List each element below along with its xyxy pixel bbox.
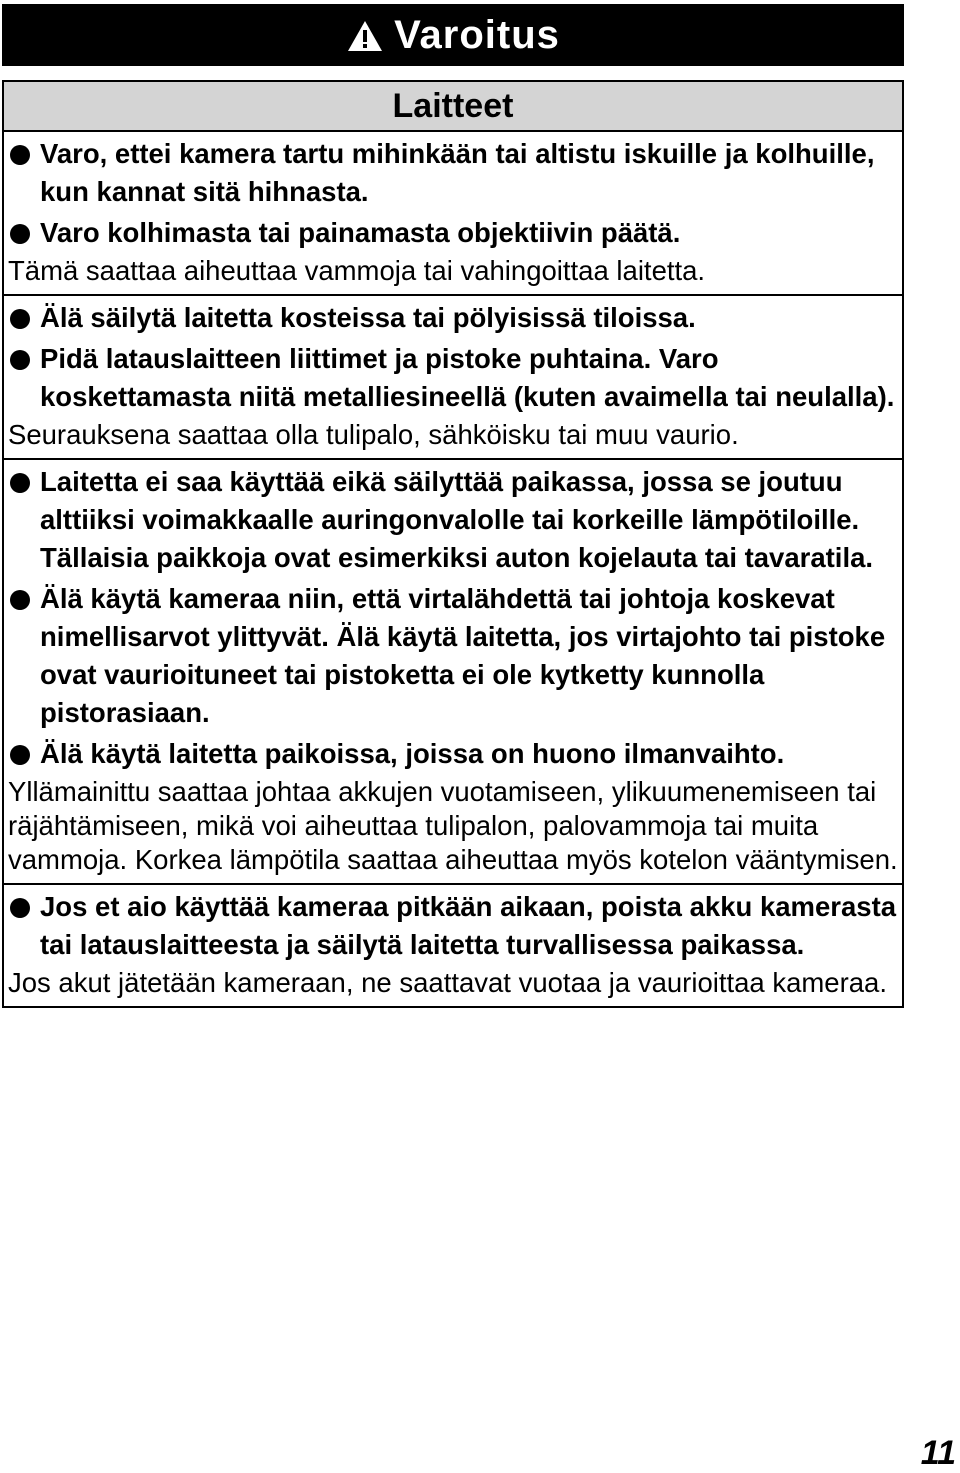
consequence-note: Tämä saattaa aiheuttaa vammoja tai vahingoittaa laitetta.	[8, 255, 706, 286]
banner-title: Varoitus	[394, 12, 560, 57]
bullet-item: Laitetta ei saa käyttää eikä säilyttää paikassa, jossa se joutuu alttiiksi voimakkaalle auringonvalolle tai korkeille lämpötiloille. Tällaisia paikkoja ovat esimerkiksi auton kojelauta tai tavaratila.	[8, 463, 898, 577]
bullet-item: Älä käytä kameraa niin, että virtalähdettä tai johtoja koskevat nimellisarvot ylittyvät. Älä käytä laitetta, jos virtajohto tai pistoke ovat vaurioituneet tai pistoketta ei ole kytketty kunnolla pistorasiaan.	[8, 580, 898, 732]
bullet-item: Älä säilytä laitetta kosteissa tai pölyisissä tiloissa.	[8, 299, 898, 337]
panel-header: Laitteet	[4, 82, 902, 132]
warning-section	[4, 888, 902, 1006]
warning-triangle-icon	[346, 18, 384, 52]
consequence-note: Jos akut jätetään kameraan, ne saattavat vuotaa ja vaurioittaa kameraa.	[8, 967, 887, 998]
warning-banner	[2, 4, 904, 66]
devices-panel	[2, 80, 904, 1008]
consequence-note: Seurauksena saattaa olla tulipalo, sähköisku tai muu vaurio.	[8, 419, 739, 450]
warning-section	[4, 463, 902, 885]
bullet-item: Pidä latauslaitteen liittimet ja pistoke puhtaina. Varo koskettamasta niitä metalliesineellä (kuten avaimella tai neulalla).	[8, 340, 898, 416]
bullet-item: Varo, ettei kamera tartu mihinkään tai altistu iskuille ja kolhuille, kun kannat sitä hihnasta.	[8, 135, 898, 211]
page-number: 11	[920, 1434, 956, 1472]
warning-section	[4, 299, 902, 460]
warning-section	[4, 135, 902, 296]
bullet-item: Jos et aio käyttää kameraa pitkään aikaan, poista akku kamerasta tai latauslaitteesta ja säilytä laitetta turvallisessa paikassa.	[8, 888, 898, 964]
consequence-note: Yllämainittu saattaa johtaa akkujen vuotamiseen, ylikuumenemiseen tai räjähtämiseen, mikä voi aiheuttaa tulipalon, palovammoja tai muita vammoja. Korkea lämpötila saattaa aiheuttaa myös kotelon vääntymisen.	[8, 776, 898, 875]
bullet-item: Varo kolhimasta tai painamasta objektiivin päätä.	[8, 214, 898, 252]
bullet-item: Älä käytä laitetta paikoissa, joissa on huono ilmanvaihto.	[8, 735, 898, 773]
